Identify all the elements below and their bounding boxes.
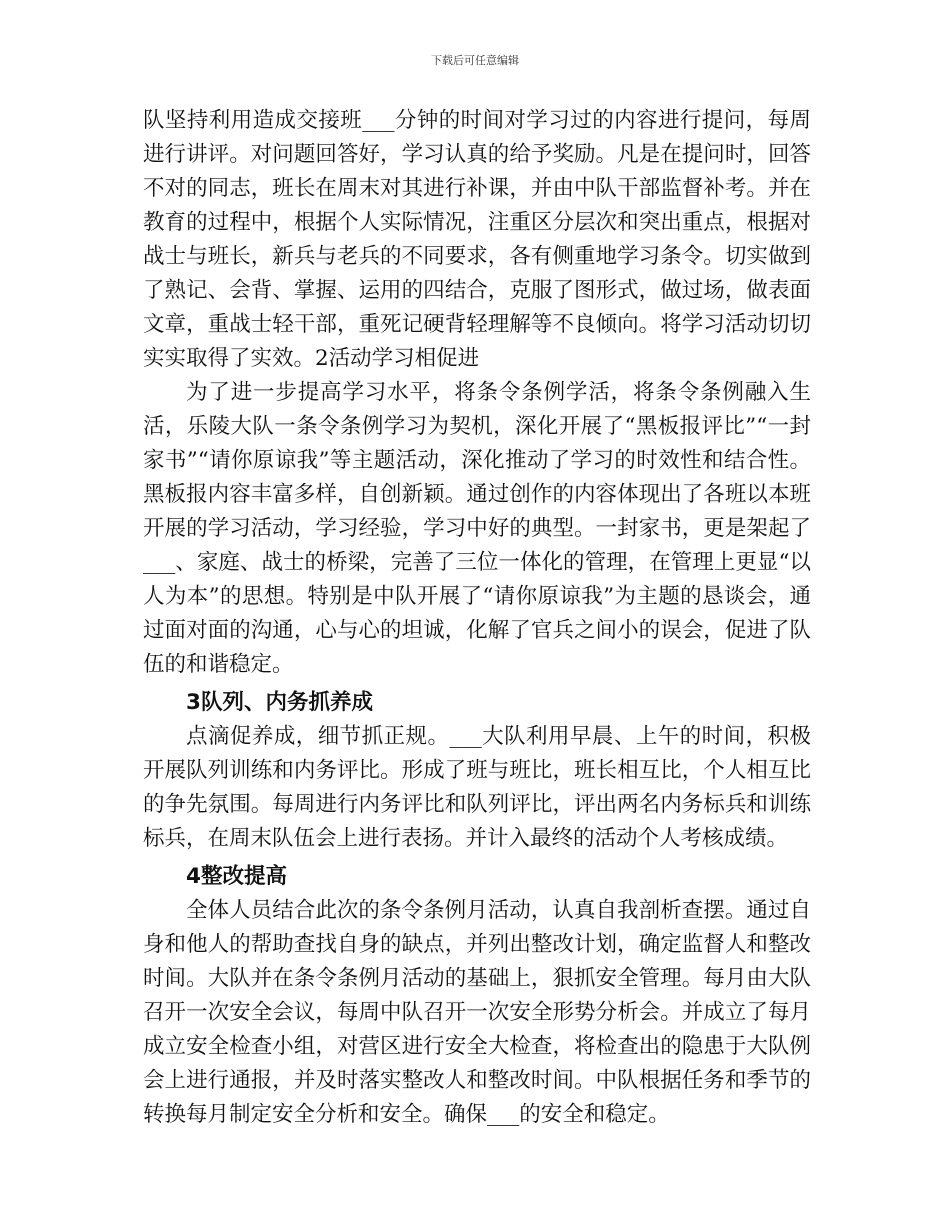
- paragraph-2: 为了进一步提高学习水平，将条令条例学活，将条令条例融入生活，乐陵大队一条令条例学习为契机，深化开展了“黑板报评比”“一封家书”“请你原谅我”等主题活动，深化推动了学习的时效性和结合性。黑板报内容丰富多样，自创新颖。通过创作的内容体现出了各班以本班开展的学习活动，学习经验，学习中好的典型。一封家书，更是架起了___、家庭、战士的桥梁，完善了三位一体化的管理，在管理上更显“以人为本”的思想。特别是中队开展了“请你原谅我”为主题的恳谈会，通过面对面的沟通，心与心的坦诚，化解了官兵之间小的误会，促进了队伍的和谐稳定。: [143, 380, 811, 677]
- paragraph-1: 队坚持利用造成交接班___分钟的时间对学习过的内容进行提问，每周进行讲评。对问题回答好，学习认真的给予奖励。凡是在提问时，回答不对的同志，班长在周末对其进行补课，并由中队干部监督补考。并在教育的过程中，根据个人实际情况，注重区分层次和突出重点，根据对战士与班长，新兵与老兵的不同要求，各有侧重地学习条令。切实做到了熟记、会背、掌握、运用的四结合，克服了图形式，做过场，做表面文章，重战士轻干部，重死记硬背轻理解等不良倾向。将学习活动切切实实取得了实效。2活动学习相促进: [143, 108, 811, 371]
- page-header: 下载后可任意编辑: [431, 54, 519, 67]
- paragraph-4: 全体人员结合此次的条令条例月活动，认真自我剖析查摆。通过自身和他人的帮助查找自身的缺点，并列出整改计划，确定监督人和整改时间。大队并在条令条例月活动的基础上，狠抓安全管理。每月由大队召开一次安全会议，每周中队召开一次安全形势分析会。并成立了每月成立安全检查小组，对营区进行安全大检查，将检查出的隐患于大队例会上进行通报，并及时落实整改人和整改时间。中队根据任务和季节的转换每月制定安全分析和安全。确保___的安全和稳定。: [143, 898, 811, 1127]
- section-heading-4: 4整改提高: [186, 864, 287, 889]
- paragraph-3: 点滴促养成，细节抓正规。___大队利用早晨、上午的时间，积极开展队列训练和内务评比。形成了班与班比，班长相互比，个人相互比的争先氛围。每周进行内务评比和队列评比，评出两名内务标兵和训练标兵，在周末队伍会上进行表扬。并计入最终的活动个人考核成绩。: [143, 724, 811, 851]
- document-body: [143, 104, 811, 1132]
- section-heading-3: 3队列、内务抓养成: [186, 690, 373, 715]
